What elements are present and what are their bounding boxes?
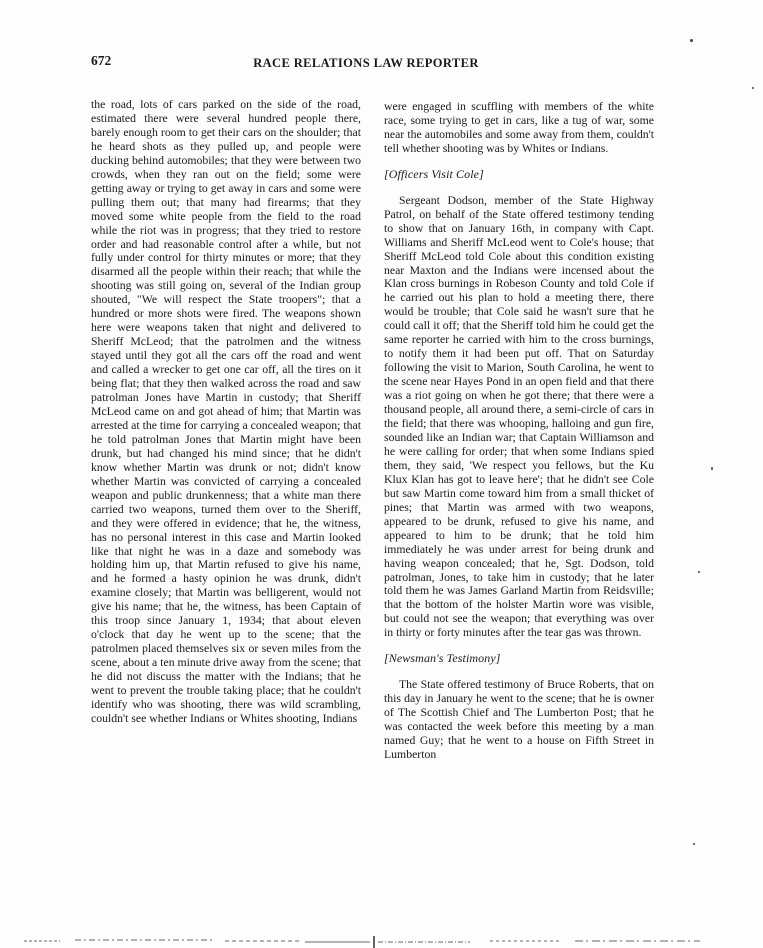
scan-footer-artifact (0, 936, 763, 948)
scan-speck (698, 571, 700, 573)
right-paragraph-2: Sergeant Dodson, member of the State Highway Patrol, on behalf of the State offered testimony tending to show that on January 16th, in company with Capt. Williams and Sheriff McLeod went to Cole's house; that Sheriff McLeod told Cole about this condition existing near Maxton and the Indians were incensed about the Klan cross burnings in Robeson County and told Cole if he carried out his plan to hold a meeting there, there would be trouble; that Cole said he wasn't sure that he could call it off; that the Sheriff told him he could get the same reporter he carried with him to the cross burnings, to notify them it had been put off. That on Saturday following the visit to Marion, South Carolina, he went to the scene near Hayes Pond in an open field and that there was a riot going on when he got there; that there were a thousand people, all around there, a semi-circle of cars in the field; that there was whooping, halloing and gun fire, sounded like an Indian war; that Captain Williamson and he were calling for order; that when some Indians spied them, they said, 'We respect you fellows, but the Ku Klux Klan has got to leave here'; that he didn't see Cole but saw Martin come toward him from a small thicket of pines; that Martin was armed with two weapons, appeared to be drunk, refused to give his name, and appeared to him to be drunk; that he told him immediately he was under arrest for being drunk and having weapon concealed; that he, Sgt. Dodson, told patrolman, Jones, to take him in custody; that he later told them he was James Garland Martin from Reidsville; that the bottom of the holster Martin wore was visible, but could not see the weapon; that everything was over in thirty or forty minutes after the tear gas was thrown. (384, 193, 654, 640)
right-paragraph-1: were engaged in scuffling with members of the white race, some trying to get in cars, like a tug of war, some near the automobiles and some away from them, couldn't tell whether shooting was by Whites or Indians. (384, 100, 654, 155)
section-heading-officers-visit-cole: [Officers Visit Cole] (384, 166, 484, 181)
left-paragraph-1: the road, lots of cars parked on the side of the road, estimated there were several hundred people there, barely enough room to get their cars on the shoulder; that he heard shots as they pulled up, and people were ducking behind automobiles; that they were between two crowds, when they ran out on the field; some were getting away or trying to get away in cars and some were pulling them out; that many had firearms; that they moved some white people from the field to the road while the riot was in progress; that they tried to restore order and had reasonable control after a while, but not fully under control for thirty minutes or more; that they disarmed all the people within their reach; that while the shooting was still going on, several of the Indian group shouted, "We will respect the State troopers"; that a hundred or more shots were fired. The weapons shown here were weapons taken that night and delivered to Sheriff McLeod; that the patrolmen and the witness stayed until they got all the cars off the road and went and called a wrecker to get one car off, all the tires on it being flat; that they then walked across the road and saw patrolman Jones have Martin in custody; that Sheriff McLeod came on and got ahead of him; that Martin was arrested at the time for carrying a concealed weapon; that he told patrolman Jones that Martin might have been drunk, but had changed his mind since; that he didn't know whether Martin was drunk or not; didn't know whether Martin was convicted of carrying a concealed weapon and public drunkenness; that a white man there carried two weapons, turned them over to the Sheriff, and they were offered in evidence; that he, the witness, has no personal interest in this case and Martin looked like that night he was in a daze and somebody was holding him up, that Martin refused to give his name, and he formed a hasty opinion he was drunk, didn't examine closely; that Martin was belligerent, would not give his name; that he, the witness, has been Captain of this troop since January 1, 1934; that about eleven o'clock that day he went up to the scene; that the patrolmen placed themselves six or seven miles from the scene, about a ten minute drive away from the scene; that he did not discuss the matter with the Indians; that he went to prevent the trouble taking place; that he couldn't identify who was shooting, there was wild scrambling, couldn't see whether Indians or Whites shooting, Indians (91, 98, 361, 725)
scan-speck (711, 467, 713, 470)
scan-edge-dashes (24, 936, 700, 948)
scan-speck (690, 39, 693, 42)
running-title: RACE RELATIONS LAW REPORTER (253, 56, 479, 70)
left-column (91, 98, 361, 726)
right-paragraph-3: The State offered testimony of Bruce Roberts, that on this day in January he went to the scene; that he is owner of The Scottish Chief and The Lumberton Post; that he was contacted the week before this meeting by a man named Guy; that he went to a house on Fifth Street in Lumberton (384, 678, 654, 761)
page-number: 672 (91, 53, 112, 68)
right-column (384, 100, 654, 762)
section-heading-newsmans-testimony: [Newsman's Testimony] (384, 651, 501, 666)
scan-speck (693, 843, 695, 845)
scan-speck (752, 87, 754, 89)
